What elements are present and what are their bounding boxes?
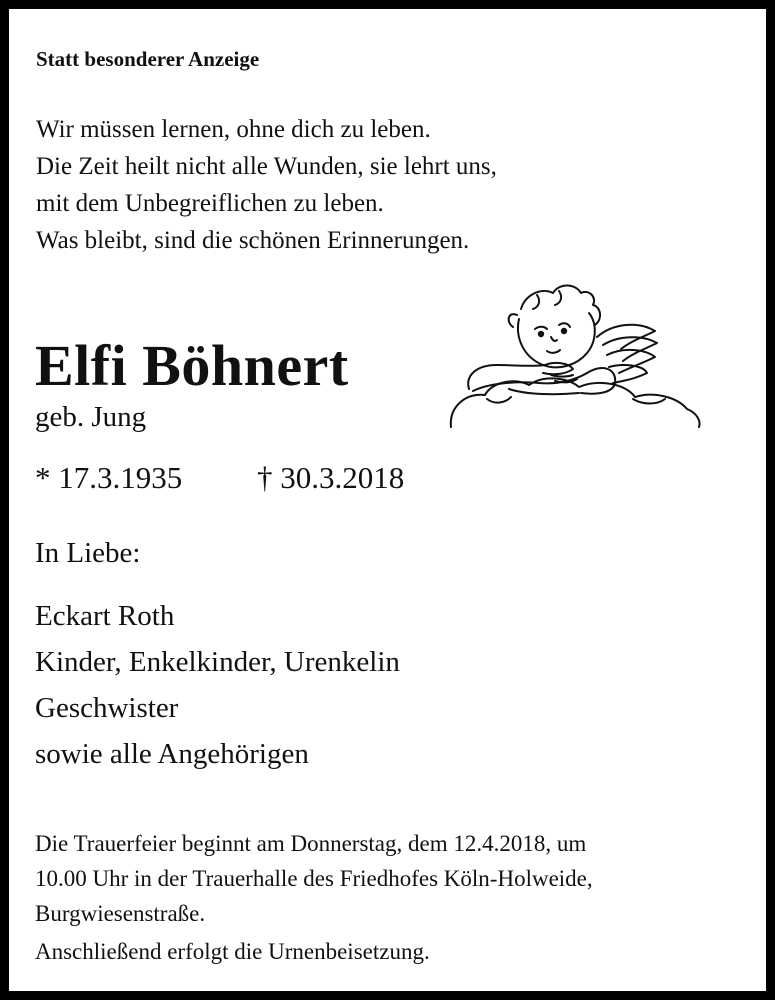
birth-date: * 17.3.1935 [35, 460, 183, 495]
mourner-item: Kinder, Enkelkinder, Urenkelin [35, 646, 400, 678]
poem-line: mit dem Unbegreiflichen zu leben. [36, 190, 384, 217]
service-line: Die Trauerfeier beginnt am Donnerstag, dem 12.4.2018, um [35, 831, 587, 856]
mourner-item: Geschwister [35, 692, 179, 724]
mourners-list [35, 593, 400, 777]
service-line: Burgwiesenstraße. [35, 901, 206, 926]
notice-header: Statt besonderer Anzeige [36, 47, 260, 71]
burial-info: Anschließend erfolgt die Urnenbeisetzung. [35, 939, 430, 964]
service-line: 10.00 Uhr in der Trauerhalle des Friedhofes Köln-Holweide, [35, 866, 593, 891]
memorial-poem [36, 111, 497, 259]
death-date: † 30.3.2018 [257, 460, 405, 495]
poem-line: Was bleibt, sind die schönen Erinnerungen. [36, 227, 470, 254]
mourner-item: sowie alle Angehörigen [35, 738, 309, 770]
deceased-name: Elfi Böhnert [35, 333, 349, 398]
angel-on-cloud-icon [447, 279, 707, 429]
life-dates [35, 460, 405, 496]
funeral-service-info [35, 826, 593, 931]
poem-line: Die Zeit heilt nicht alle Wunden, sie lehrt uns, [36, 153, 497, 180]
maiden-name: geb. Jung [35, 401, 147, 433]
mourner-item: Eckart Roth [35, 600, 175, 632]
poem-line: Wir müssen lernen, ohne dich zu leben. [36, 116, 431, 143]
in-love-heading: In Liebe: [35, 537, 141, 569]
